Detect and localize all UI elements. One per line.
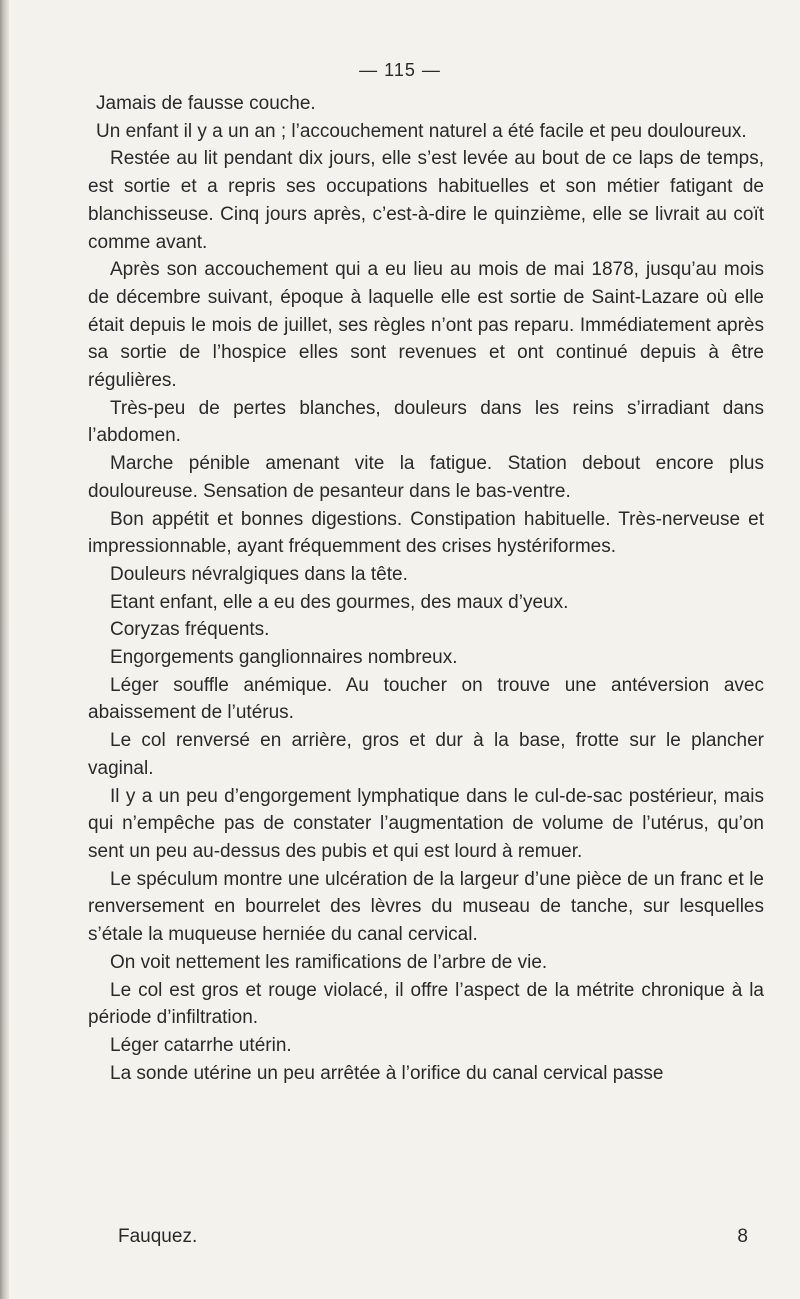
signature-mark: Fauquez.	[118, 1226, 198, 1247]
paragraph: Il y a un peu d’engorgement lymphatique dans le cul-de-sac postérieur, mais qui n’empêche pas de constater l’augmentation de volume de l’utérus, qu’on sent un peu au-dessus des pubis et qui est lourd à remuer.	[88, 785, 764, 862]
body-text	[88, 90, 764, 1087]
paragraph: Léger catarrhe utérin.	[110, 1034, 292, 1056]
paragraph: Restée au lit pendant dix jours, elle s’est levée au bout de ce laps de temps, est sortie et a repris ses occupations habituelles et son métier fatigant de blanchisseuse. Cinq jours après, c’est-à-dire le quinzième, elle se livrait au coït comme avant.	[88, 148, 764, 253]
paragraph: La sonde utérine un peu arrêtée à l’orifice du canal cervical passe	[110, 1062, 664, 1084]
paragraph: Coryzas fréquents.	[110, 619, 270, 641]
paragraph: Le col renversé en arrière, gros et dur à la base, frotte sur le plancher vaginal.	[88, 730, 764, 779]
paragraph: Jamais de fausse couche.	[96, 93, 316, 114]
paragraph: Marche pénible amenant vite la fatigue. Station debout encore plus douloureuse. Sensation de pesanteur dans le bas-ventre.	[88, 453, 764, 502]
paragraph: Très-peu de pertes blanches, douleurs dans les reins s’irradiant dans l’abdomen.	[88, 397, 764, 447]
binding-edge	[0, 0, 9, 1299]
signature-number: 8	[737, 1226, 748, 1247]
paragraph: Engorgements ganglionnaires nombreux.	[110, 647, 458, 669]
paragraph: Après son accouchement qui a eu lieu au mois de mai 1878, jusqu’au mois de décembre suivant, époque à laquelle elle est sortie de Saint-Lazare où elle était depuis le mois de juillet, ses règles n’ont pas reparu. Immédiatement après sa sortie de l’hospice elles sont revenues et ont continué depuis à être régulières.	[88, 259, 764, 392]
paragraph: Le spéculum montre une ulcération de la largeur d’une pièce de un franc et le renversement en bourrelet des lèvres du museau de tanche, sur lesquelles s’étale la muqueuse herniée du canal cervical.	[88, 868, 764, 946]
paragraph: Le col est gros et rouge violacé, il offre l’aspect de la métrite chronique à la période d’infiltration.	[88, 979, 764, 1029]
paragraph: Léger souffle anémique. Au toucher on trouve une antéversion avec abaissement de l’utérus.	[88, 674, 764, 724]
paragraph: Douleurs névralgiques dans la tête.	[110, 563, 408, 585]
paragraph: On voit nettement les ramifications de l’arbre de vie.	[110, 951, 548, 973]
paragraph: Un enfant il y a un an ; l’accouchement naturel a été facile et peu douloureux.	[96, 120, 747, 142]
paragraph: Etant enfant, elle a eu des gourmes, des maux d’yeux.	[110, 591, 569, 613]
page-footer	[118, 1226, 748, 1248]
paragraph: Bon appétit et bonnes digestions. Constipation habituelle. Très-nerveuse et impressionnable, ayant fréquemment des crises hystériformes.	[88, 508, 764, 558]
page-number: — 115 —	[359, 60, 441, 80]
